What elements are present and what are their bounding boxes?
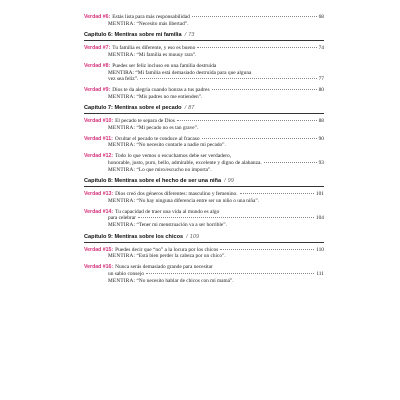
mentira-text: “Mi familia es muuuy rara”. bbox=[136, 52, 197, 59]
mentira-label: MENTIRA: bbox=[108, 253, 136, 260]
entry-page-number: 88 bbox=[318, 118, 324, 125]
entry-line bbox=[84, 153, 324, 160]
chapter-page-number: 109 bbox=[189, 233, 200, 240]
toc-entry bbox=[84, 45, 324, 58]
mentira-label: MENTIRA: bbox=[108, 52, 136, 59]
chapter-title: Capítulo 9: Mentiras sobre los chicos bbox=[84, 233, 184, 240]
chapter-section bbox=[84, 178, 324, 229]
dot-leader bbox=[138, 217, 314, 218]
chapter-section bbox=[84, 234, 324, 285]
chapter-heading bbox=[84, 234, 324, 243]
toc-entry bbox=[84, 191, 324, 204]
entry-text: El pecado te separa de Dios bbox=[115, 118, 175, 125]
mentira-label: MENTIRA: bbox=[108, 20, 136, 27]
dot-leader bbox=[240, 193, 314, 194]
entry-text: Puedes ser feliz incluso en una familia destruida bbox=[112, 62, 217, 69]
entry-line bbox=[84, 264, 324, 271]
toc-entry bbox=[84, 87, 324, 100]
verdad-label: Verdad #16: bbox=[84, 264, 114, 271]
entry-text: Todo lo que vemos o escuchamos debe ser verdadero, bbox=[115, 153, 232, 160]
mentira-text: “No necesito hablar de chicos con mi mamá”. bbox=[136, 277, 234, 284]
entry-text: Tu capacidad de traer una vida al mundo es algo bbox=[115, 208, 220, 215]
entry-page-number: 110 bbox=[316, 246, 324, 253]
mentira-text: “Está bien perder la cabeza por un chico”. bbox=[136, 253, 226, 260]
entry-line bbox=[84, 271, 324, 278]
entry-page-number: 111 bbox=[316, 270, 324, 277]
chapter-section bbox=[84, 105, 324, 173]
separator: / bbox=[184, 32, 187, 39]
chapter-section bbox=[84, 32, 324, 100]
dot-leader bbox=[212, 89, 317, 90]
entry-text: Ocultar el pecado te conduce al fracaso bbox=[114, 135, 200, 142]
chapter-heading bbox=[84, 178, 324, 187]
chapter-title: Capítulo 6: Mentiras sobre mi familia bbox=[84, 32, 182, 39]
mentira-text: “Tener mi menstruación va a ser horrible”. bbox=[136, 222, 227, 229]
entry-text: honorable, justo, puro, bello, admirable, excelente y digno de alabanza. bbox=[108, 159, 262, 166]
chapter-heading bbox=[84, 32, 324, 41]
entry-page-number: 93 bbox=[318, 159, 324, 166]
chapter-page-number: 73 bbox=[188, 32, 195, 39]
mentira-label: MENTIRA: bbox=[108, 277, 136, 284]
separator: / bbox=[224, 178, 226, 185]
toc-entry bbox=[84, 247, 324, 260]
entry-text: Puedes decir que “no” a la locura por los chicos bbox=[115, 246, 219, 253]
entry-line bbox=[84, 14, 324, 21]
entry-text: Dios creó dos géneros diferentes: masculino y femenino. bbox=[115, 191, 238, 198]
mentira-text: “Mis padres no me entienden”. bbox=[136, 93, 203, 100]
chapter-heading bbox=[84, 105, 324, 114]
chapter-title: Capítulo 7: Mentiras sobre el pecado bbox=[84, 105, 182, 112]
entry-line bbox=[84, 76, 324, 83]
entry-line bbox=[84, 160, 324, 167]
entry-text: vez sea feliz”. bbox=[108, 76, 139, 83]
entry-text: un sabio consejo bbox=[108, 270, 144, 277]
dot-leader bbox=[197, 47, 316, 48]
toc-entry bbox=[84, 63, 324, 83]
chapter-page-number: 99 bbox=[227, 178, 234, 185]
toc-entry bbox=[84, 209, 324, 229]
entry-text: Nunca serás demasiado grande para necesitar bbox=[115, 264, 213, 271]
mentira-text: “Necesito más libertad”. bbox=[136, 20, 189, 27]
entry-text: para celebrar bbox=[108, 215, 136, 222]
entry-line bbox=[84, 191, 324, 198]
dot-leader bbox=[177, 120, 317, 121]
mentira-line bbox=[84, 167, 324, 174]
chapter-title: Capítulo 8: Mentiras sobre el hecho de ser una niña bbox=[84, 178, 222, 185]
entry-page-number: 90 bbox=[318, 135, 324, 142]
mentira-line bbox=[84, 198, 324, 205]
verdad-label: Verdad #8: bbox=[84, 62, 111, 69]
mentira-text: “No hay ninguna diferencia entre ser un niño o una niña”. bbox=[136, 197, 260, 204]
mentira-line bbox=[84, 222, 324, 229]
mentira-label: MENTIRA: bbox=[108, 222, 136, 229]
dot-leader bbox=[192, 16, 317, 17]
verdad-label: Verdad #9: bbox=[84, 86, 111, 93]
mentira-text: “No necesito contarle a nadie mi pecado”. bbox=[136, 142, 226, 149]
entry-text: Dios te da alegría cuando honras a tus padres bbox=[112, 86, 210, 93]
table-of-contents bbox=[84, 14, 324, 288]
mentira-line bbox=[84, 52, 324, 59]
mentira-text: “Lo que miro/escucho no importa”. bbox=[136, 166, 212, 173]
mentira-label: MENTIRA: bbox=[108, 142, 136, 149]
toc-entry bbox=[84, 264, 324, 284]
separator: / bbox=[184, 105, 187, 112]
toc-entry bbox=[84, 136, 324, 149]
entry-line bbox=[84, 87, 324, 94]
toc-entry bbox=[84, 118, 324, 131]
toc-entry bbox=[84, 153, 324, 173]
entry-line bbox=[84, 209, 324, 216]
mentira-label: MENTIRA: bbox=[108, 125, 136, 132]
verdad-label: Verdad #13: bbox=[84, 191, 114, 198]
mentira-line bbox=[84, 125, 324, 132]
dot-leader bbox=[264, 162, 317, 163]
verdad-label: Verdad #12: bbox=[84, 153, 114, 160]
mentira-line bbox=[84, 142, 324, 149]
entry-page-number: 68 bbox=[318, 14, 324, 20]
entry-text: Estás lista para más responsabilidad bbox=[112, 14, 190, 20]
chapter-page-number: 87 bbox=[188, 105, 195, 112]
verdad-label: Verdad #7: bbox=[84, 45, 111, 52]
dot-leader bbox=[220, 249, 314, 250]
dot-leader bbox=[140, 78, 316, 79]
entry-line bbox=[84, 63, 324, 70]
entry-page-number: 80 bbox=[318, 86, 324, 93]
toc-entry bbox=[84, 14, 324, 27]
entry-page-number: 77 bbox=[318, 76, 324, 83]
separator: / bbox=[186, 233, 188, 240]
entry-page-number: 74 bbox=[318, 45, 324, 52]
verdad-label: Verdad #15: bbox=[84, 246, 114, 253]
mentira-line bbox=[84, 278, 324, 285]
verdad-label: Verdad #11: bbox=[84, 135, 113, 142]
mentira-line bbox=[84, 21, 324, 28]
entry-text: Tu familia es diferente, y eso es bueno bbox=[112, 45, 196, 52]
chapter-section bbox=[84, 14, 324, 27]
mentira-label: MENTIRA: bbox=[108, 166, 136, 173]
mentira-line bbox=[84, 94, 324, 101]
mentira-label: MENTIRA: bbox=[108, 93, 136, 100]
verdad-label: Verdad #6: bbox=[84, 14, 111, 20]
entry-page-number: 104 bbox=[315, 215, 324, 222]
entry-text: MENTIRA: “Mi familia está demasiado destruida para que alguna bbox=[108, 69, 252, 76]
dot-leader bbox=[146, 273, 314, 274]
mentira-line bbox=[84, 253, 324, 260]
verdad-label: Verdad #10: bbox=[84, 118, 114, 125]
mentira-text: “Mi pecado no es tan grave”. bbox=[136, 125, 199, 132]
dot-leader bbox=[202, 138, 317, 139]
verdad-label: Verdad #14: bbox=[84, 208, 114, 215]
entry-page-number: 101 bbox=[315, 191, 324, 198]
mentira-label: MENTIRA: bbox=[108, 197, 136, 204]
